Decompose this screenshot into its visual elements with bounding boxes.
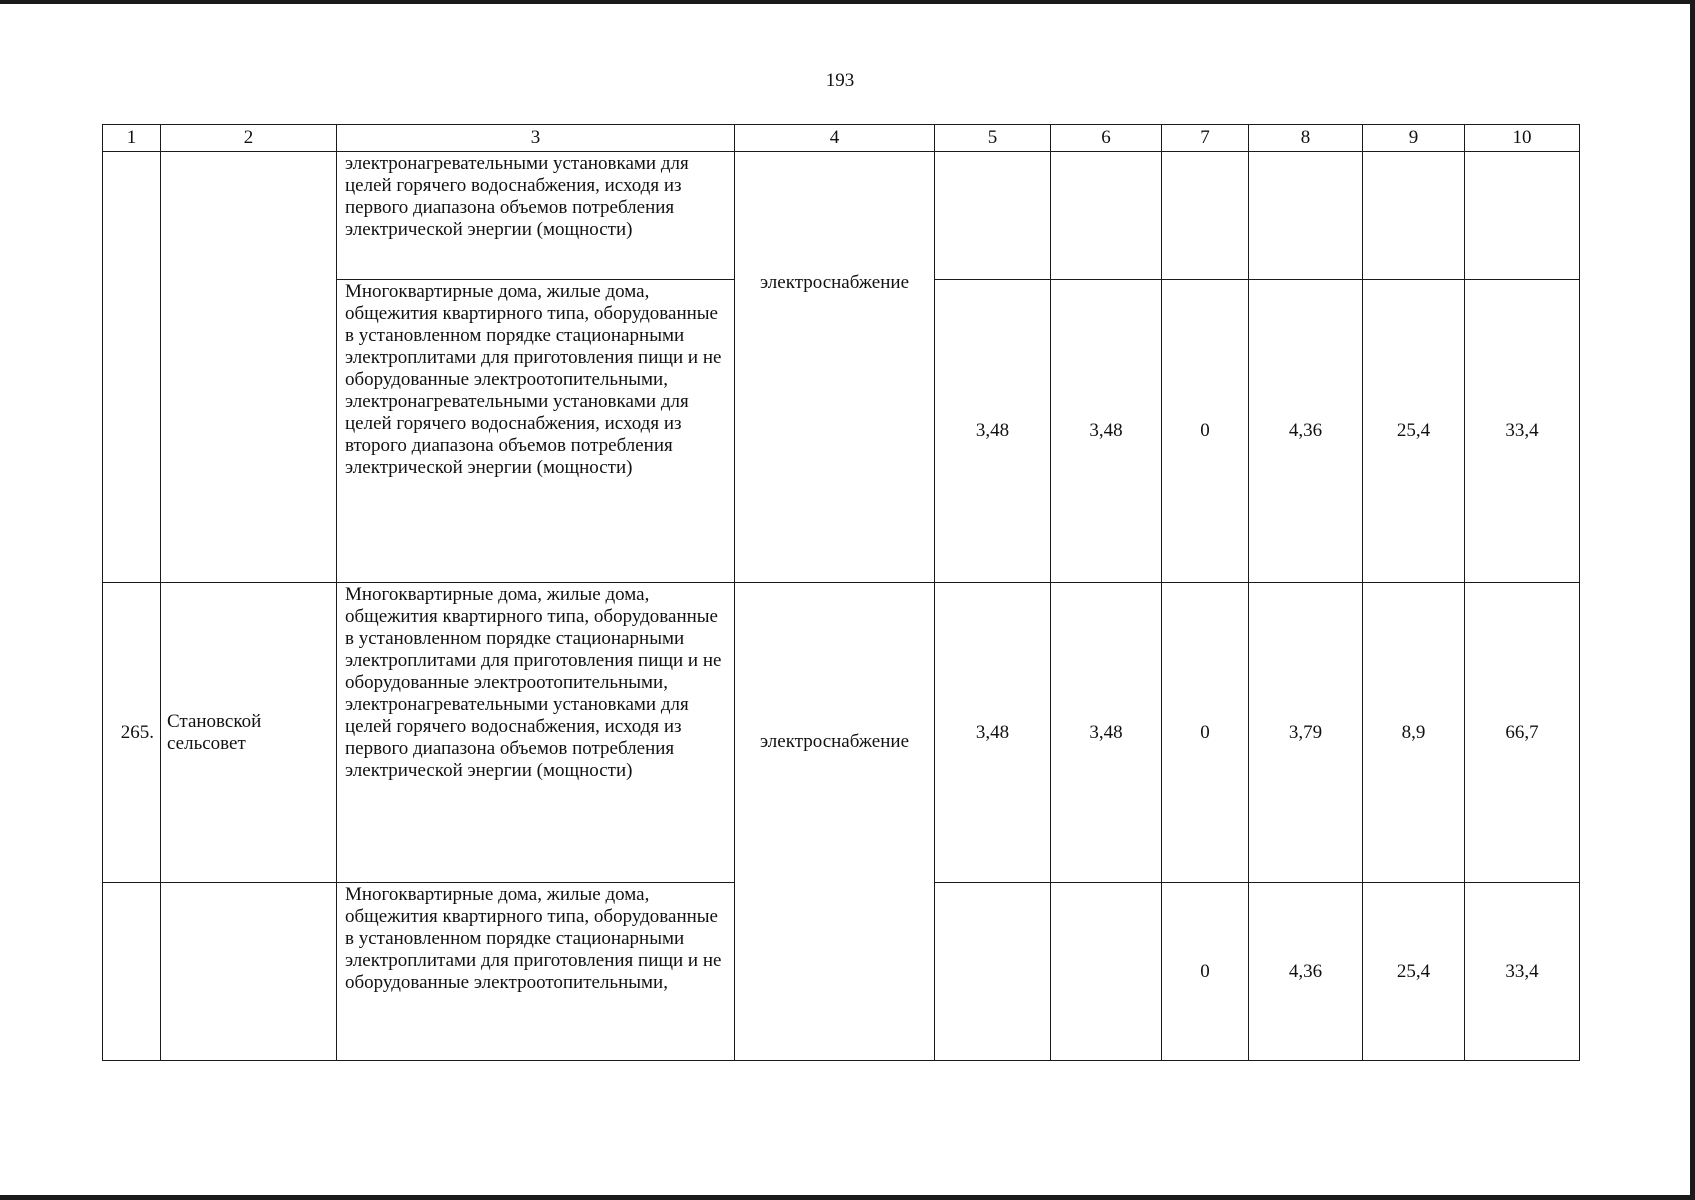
service-cell: [735, 152, 935, 583]
value-cell-6: [1051, 883, 1162, 1061]
value-cell-6: 3,48: [1051, 583, 1162, 883]
org-cell: Становской сельсовет: [161, 583, 337, 883]
value-cell-8: 4,36: [1249, 280, 1363, 583]
value-cell-9: 25,4: [1363, 280, 1465, 583]
page-number: 193: [825, 70, 855, 91]
header-cell: 4: [735, 125, 935, 152]
header-cell: 8: [1249, 125, 1363, 152]
scan-edge-bottom: [0, 1195, 1695, 1200]
index-cell: [103, 883, 161, 1061]
value-cell: [1162, 152, 1249, 280]
service-label: электроснабжение: [759, 731, 910, 752]
header-cell: 9: [1363, 125, 1465, 152]
org-cell: [161, 883, 337, 1061]
description-cell: Многоквартирные дома, жилые дома, общежития квартирного типа, оборудованные в установленном порядке стационарными электроплитами для приготовления пищи и не оборудованные электроотопительными, электронагревательными установками для целей горячего водоснабжения, исходя из второго диапазона объемов потребления электрической энергии (мощности): [337, 280, 735, 583]
value-cell-7: 0: [1162, 883, 1249, 1061]
description-cell: Многоквартирные дома, жилые дома, общежития квартирного типа, оборудованные в установленном порядке стационарными электроплитами для приготовления пищи и не оборудованные электроотопительными,: [337, 883, 735, 1061]
scan-edge-top: [0, 0, 1695, 4]
value-cell-5: [935, 883, 1051, 1061]
header-cell: 3: [337, 125, 735, 152]
service-label: электроснабжение: [759, 272, 910, 293]
value-cell: [1051, 152, 1162, 280]
description-cell: электронагревательными установками для целей горячего водоснабжения, исходя из первого диапазона объемов потребления электрической энергии (мощности): [337, 152, 735, 280]
header-cell: 1: [103, 125, 161, 152]
table-row: [103, 152, 1580, 280]
header-cell: 6: [1051, 125, 1162, 152]
header-cell: 10: [1465, 125, 1580, 152]
value-cell-8: 4,36: [1249, 883, 1363, 1061]
value-cell: [1465, 152, 1580, 280]
value-cell: [935, 152, 1051, 280]
tariff-table: [102, 124, 1580, 1061]
value-cell: [1249, 152, 1363, 280]
value-cell-10: 66,7: [1465, 583, 1580, 883]
header-cell: 7: [1162, 125, 1249, 152]
value-cell-10: 33,4: [1465, 280, 1580, 583]
value-cell-6: 3,48: [1051, 280, 1162, 583]
value-cell-10: 33,4: [1465, 883, 1580, 1061]
table-row: [103, 583, 1580, 883]
index-cell: [103, 152, 161, 583]
value-cell-9: 25,4: [1363, 883, 1465, 1061]
value-cell-5: 3,48: [935, 583, 1051, 883]
service-cell: [735, 583, 935, 1061]
value-cell-7: 0: [1162, 280, 1249, 583]
value-cell-8: 3,79: [1249, 583, 1363, 883]
value-cell: [1363, 152, 1465, 280]
header-cell: 5: [935, 125, 1051, 152]
table-header-row: [103, 125, 1580, 152]
value-cell-7: 0: [1162, 583, 1249, 883]
org-cell: [161, 152, 337, 583]
description-cell: Многоквартирные дома, жилые дома, общежития квартирного типа, оборудованные в установленном порядке стационарными электроплитами для приготовления пищи и не оборудованные электроотопительными, электронагревательными установками для целей горячего водоснабжения, исходя из первого диапазона объемов потребления электрической энергии (мощности): [337, 583, 735, 883]
value-cell-5: 3,48: [935, 280, 1051, 583]
index-cell: 265.: [103, 583, 161, 883]
scan-edge-right: [1690, 0, 1695, 1200]
value-cell-9: 8,9: [1363, 583, 1465, 883]
header-cell: 2: [161, 125, 337, 152]
